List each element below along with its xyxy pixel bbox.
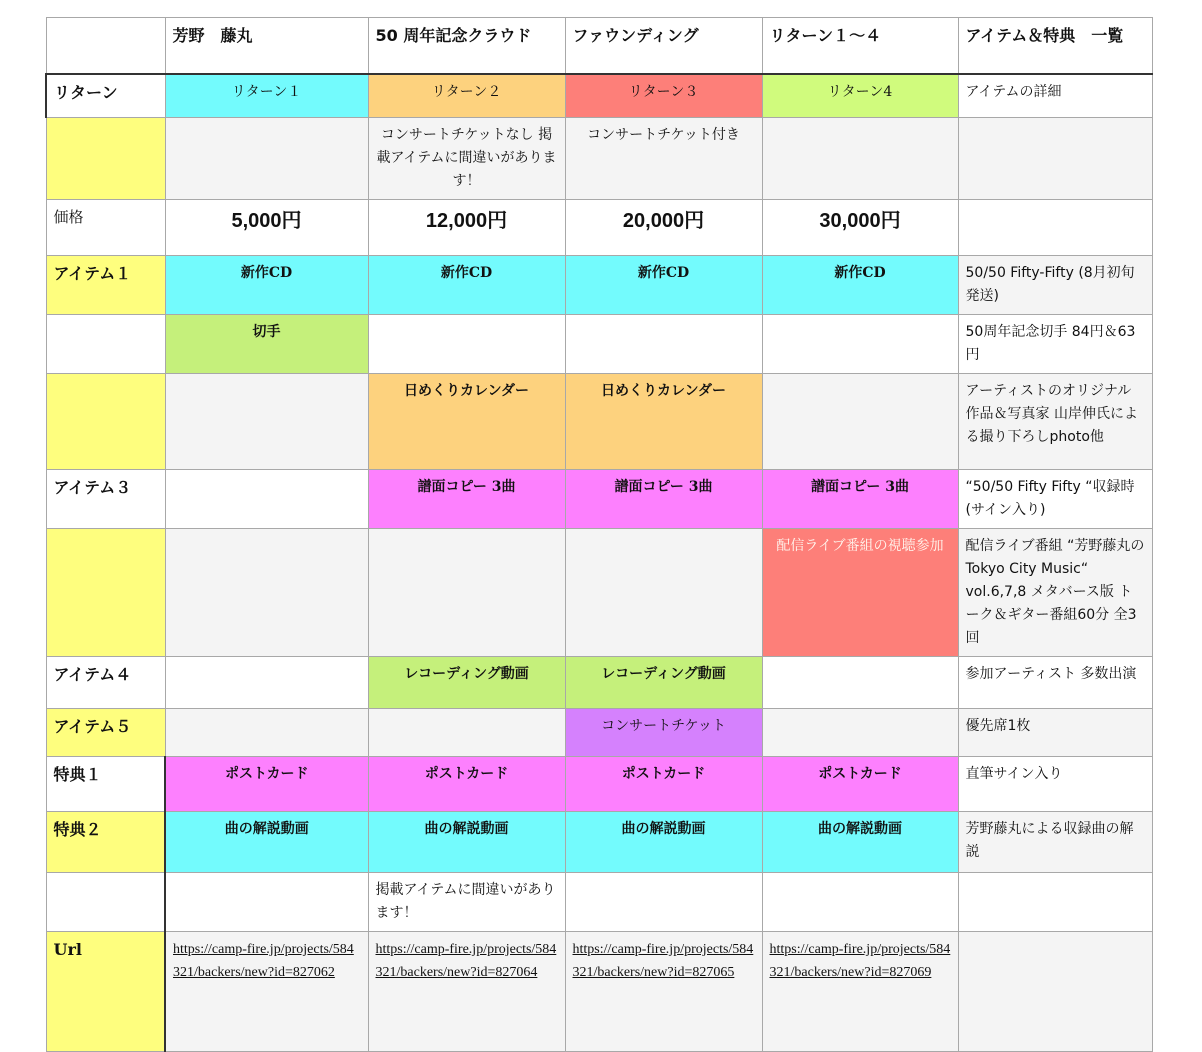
header-title-3: リターン１〜４ xyxy=(762,18,958,74)
bonus2-r4: 曲の解説動画 xyxy=(762,812,958,873)
label-stamp xyxy=(46,315,165,374)
url-link-1[interactable]: https://camp-fire.jp/projects/584321/backers/new?id=827062 xyxy=(173,942,354,980)
label-item3: アイテム３ xyxy=(46,470,165,529)
calendar-r1 xyxy=(165,374,368,470)
errnote-r4 xyxy=(762,873,958,932)
live-r4: 配信ライブ番組の視聴参加 xyxy=(762,529,958,657)
calendar-desc: アーティストのオリジナル作品＆写真家 山岸伸氏による撮り下ろしphoto他 xyxy=(958,374,1152,470)
row-returns xyxy=(46,74,1152,118)
errnote-r3 xyxy=(565,873,762,932)
errnote-r1 xyxy=(165,873,368,932)
row-live xyxy=(46,529,1152,657)
item5-r3: コンサートチケット xyxy=(565,709,762,757)
return-3-cell: リターン３ xyxy=(565,74,762,118)
header-cell-corner xyxy=(46,18,165,74)
return-1-cell: リターン１ xyxy=(165,74,368,118)
item3-desc: “50/50 Fifty Fifty “収録時 (サイン入り) xyxy=(958,470,1152,529)
label-item1: アイテム１ xyxy=(46,256,165,315)
url-link-4[interactable]: https://camp-fire.jp/projects/584321/backers/new?id=827069 xyxy=(769,942,951,980)
stamp-r3 xyxy=(565,315,762,374)
header-row xyxy=(46,18,1152,74)
stamp-r4 xyxy=(762,315,958,374)
url-r4 xyxy=(762,932,958,1052)
item3-r3: 譜面コピー 3曲 xyxy=(565,470,762,529)
item1-r2: 新作CD xyxy=(368,256,565,315)
row-bonus1 xyxy=(46,757,1152,812)
row-item5 xyxy=(46,709,1152,757)
label-live xyxy=(46,529,165,657)
item4-r1 xyxy=(165,657,368,709)
note-1-cell xyxy=(165,118,368,200)
returns-desc: アイテムの詳細 xyxy=(958,74,1152,118)
bonus1-r3: ポストカード xyxy=(565,757,762,812)
live-desc: 配信ライブ番組 “芳野藤丸のTokyo City Music“ vol.6,7,8 メタバース版 トーク＆ギター番組60分 全3回 xyxy=(958,529,1152,657)
live-r1 xyxy=(165,529,368,657)
price-4-cell: 30,000円 xyxy=(762,200,958,256)
header-title-2: ファウンディング xyxy=(565,18,762,74)
row-url xyxy=(46,932,1152,1052)
url-desc xyxy=(958,932,1152,1052)
item4-r3: レコーディング動画 xyxy=(565,657,762,709)
stamp-r1: 切手 xyxy=(165,315,368,374)
url-r1 xyxy=(165,932,368,1052)
errnote-desc xyxy=(958,873,1152,932)
row-bonus2 xyxy=(46,812,1152,873)
label-item5: アイテム５ xyxy=(46,709,165,757)
header-title-1: 50 周年記念クラウド xyxy=(368,18,565,74)
row-calendar xyxy=(46,374,1152,470)
row-item4 xyxy=(46,657,1152,709)
label-returns: リターン xyxy=(46,74,165,118)
row-price xyxy=(46,200,1152,256)
url-r3 xyxy=(565,932,762,1052)
returns-table xyxy=(45,17,1153,1052)
return-2-cell: リターン２ xyxy=(368,74,565,118)
url-r2 xyxy=(368,932,565,1052)
stamp-r2 xyxy=(368,315,565,374)
item1-r3: 新作CD xyxy=(565,256,762,315)
label-bonus2: 特典２ xyxy=(46,812,165,873)
label-notes xyxy=(46,118,165,200)
note-2-cell: コンサートチケットなし 掲載アイテムに間違いがあります！ xyxy=(368,118,565,200)
header-title-4: アイテム＆特典 一覧 xyxy=(958,18,1152,74)
bonus1-r1: ポストカード xyxy=(165,757,368,812)
item1-r1: 新作CD xyxy=(165,256,368,315)
calendar-r4 xyxy=(762,374,958,470)
row-errnote xyxy=(46,873,1152,932)
url-link-3[interactable]: https://camp-fire.jp/projects/584321/backers/new?id=827065 xyxy=(572,942,754,980)
item3-r4: 譜面コピー 3曲 xyxy=(762,470,958,529)
price-desc xyxy=(958,200,1152,256)
url-link-2[interactable]: https://camp-fire.jp/projects/584321/backers/new?id=827064 xyxy=(375,942,557,980)
label-url: Url xyxy=(46,932,165,1052)
item5-r4 xyxy=(762,709,958,757)
live-r2 xyxy=(368,529,565,657)
calendar-r2: 日めくりカレンダー xyxy=(368,374,565,470)
calendar-r3: 日めくりカレンダー xyxy=(565,374,762,470)
return-4-cell: リターン4 xyxy=(762,74,958,118)
item4-r2: レコーディング動画 xyxy=(368,657,565,709)
row-stamp xyxy=(46,315,1152,374)
label-item4: アイテム４ xyxy=(46,657,165,709)
row-item3 xyxy=(46,470,1152,529)
item1-r4: 新作CD xyxy=(762,256,958,315)
item4-r4 xyxy=(762,657,958,709)
label-errnote xyxy=(46,873,165,932)
item5-desc: 優先席1枚 xyxy=(958,709,1152,757)
bonus1-r2: ポストカード xyxy=(368,757,565,812)
bonus2-r2: 曲の解説動画 xyxy=(368,812,565,873)
label-bonus1: 特典１ xyxy=(46,757,165,812)
item5-r1 xyxy=(165,709,368,757)
row-notes xyxy=(46,118,1152,200)
notes-desc xyxy=(958,118,1152,200)
price-3-cell: 20,000円 xyxy=(565,200,762,256)
item3-r2: 譜面コピー 3曲 xyxy=(368,470,565,529)
errnote-r2: 掲載アイテムに間違いがあります！ xyxy=(368,873,565,932)
label-calendar xyxy=(46,374,165,470)
note-4-cell xyxy=(762,118,958,200)
header-artist: 芳野 藤丸 xyxy=(165,18,368,74)
bonus2-r1: 曲の解説動画 xyxy=(165,812,368,873)
stamp-desc: 50周年記念切手 84円＆63円 xyxy=(958,315,1152,374)
item5-r2 xyxy=(368,709,565,757)
bonus2-r3: 曲の解説動画 xyxy=(565,812,762,873)
price-1-cell: 5,000円 xyxy=(165,200,368,256)
label-price: 価格 xyxy=(46,200,165,256)
live-r3 xyxy=(565,529,762,657)
row-item1 xyxy=(46,256,1152,315)
item4-desc: 参加アーティスト 多数出演 xyxy=(958,657,1152,709)
note-3-cell: コンサートチケット付き xyxy=(565,118,762,200)
bonus1-r4: ポストカード xyxy=(762,757,958,812)
price-2-cell: 12,000円 xyxy=(368,200,565,256)
bonus2-desc: 芳野藤丸による収録曲の解説 xyxy=(958,812,1152,873)
item3-r1 xyxy=(165,470,368,529)
bonus1-desc: 直筆サイン入り xyxy=(958,757,1152,812)
item1-desc: 50/50 Fifty-Fifty (8月初旬発送) xyxy=(958,256,1152,315)
